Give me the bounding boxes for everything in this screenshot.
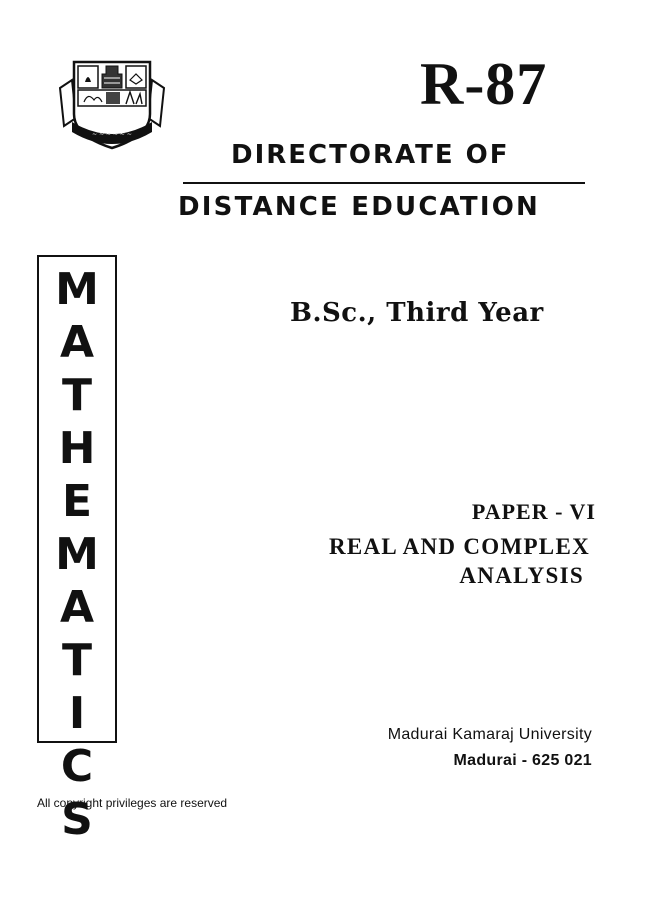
paper-title-line1: REAL AND COMPLEX [328, 534, 590, 559]
subject-letter: E [61, 476, 93, 527]
document-code: R-87 [420, 51, 548, 117]
subject-letter: C [60, 741, 94, 792]
svg-text:~ ~ ~ ~ ~ ~: ~ ~ ~ ~ ~ ~ [92, 131, 132, 138]
directorate-heading-line1: DIRECTORATE OF [231, 140, 510, 170]
subject-letter: M [55, 264, 99, 315]
university-emblem-icon [52, 52, 172, 152]
heading-divider [183, 182, 585, 184]
subject-letter: I [68, 688, 86, 739]
subject-letter: H [58, 423, 96, 474]
subject-letter: T [61, 635, 92, 686]
university-address: Madurai - 625 021 [453, 752, 592, 769]
directorate-heading-line2: DISTANCE EDUCATION [178, 192, 540, 222]
subject-letter: T [61, 370, 92, 421]
paper-title-line2: ANALYSIS [459, 563, 584, 588]
subject-vertical-banner [37, 255, 117, 845]
paper-number: PAPER - VI [471, 499, 596, 524]
copyright-notice: All copyright privileges are reserved [37, 796, 228, 810]
subject-letter: A [59, 317, 95, 368]
university-name: Madurai Kamaraj University [387, 726, 592, 743]
subject-letter: S [61, 794, 93, 845]
subject-letters [39, 263, 115, 846]
course-year: B.Sc., Third Year [290, 298, 544, 328]
subject-letter: M [55, 529, 99, 580]
subject-letter: A [59, 582, 95, 633]
